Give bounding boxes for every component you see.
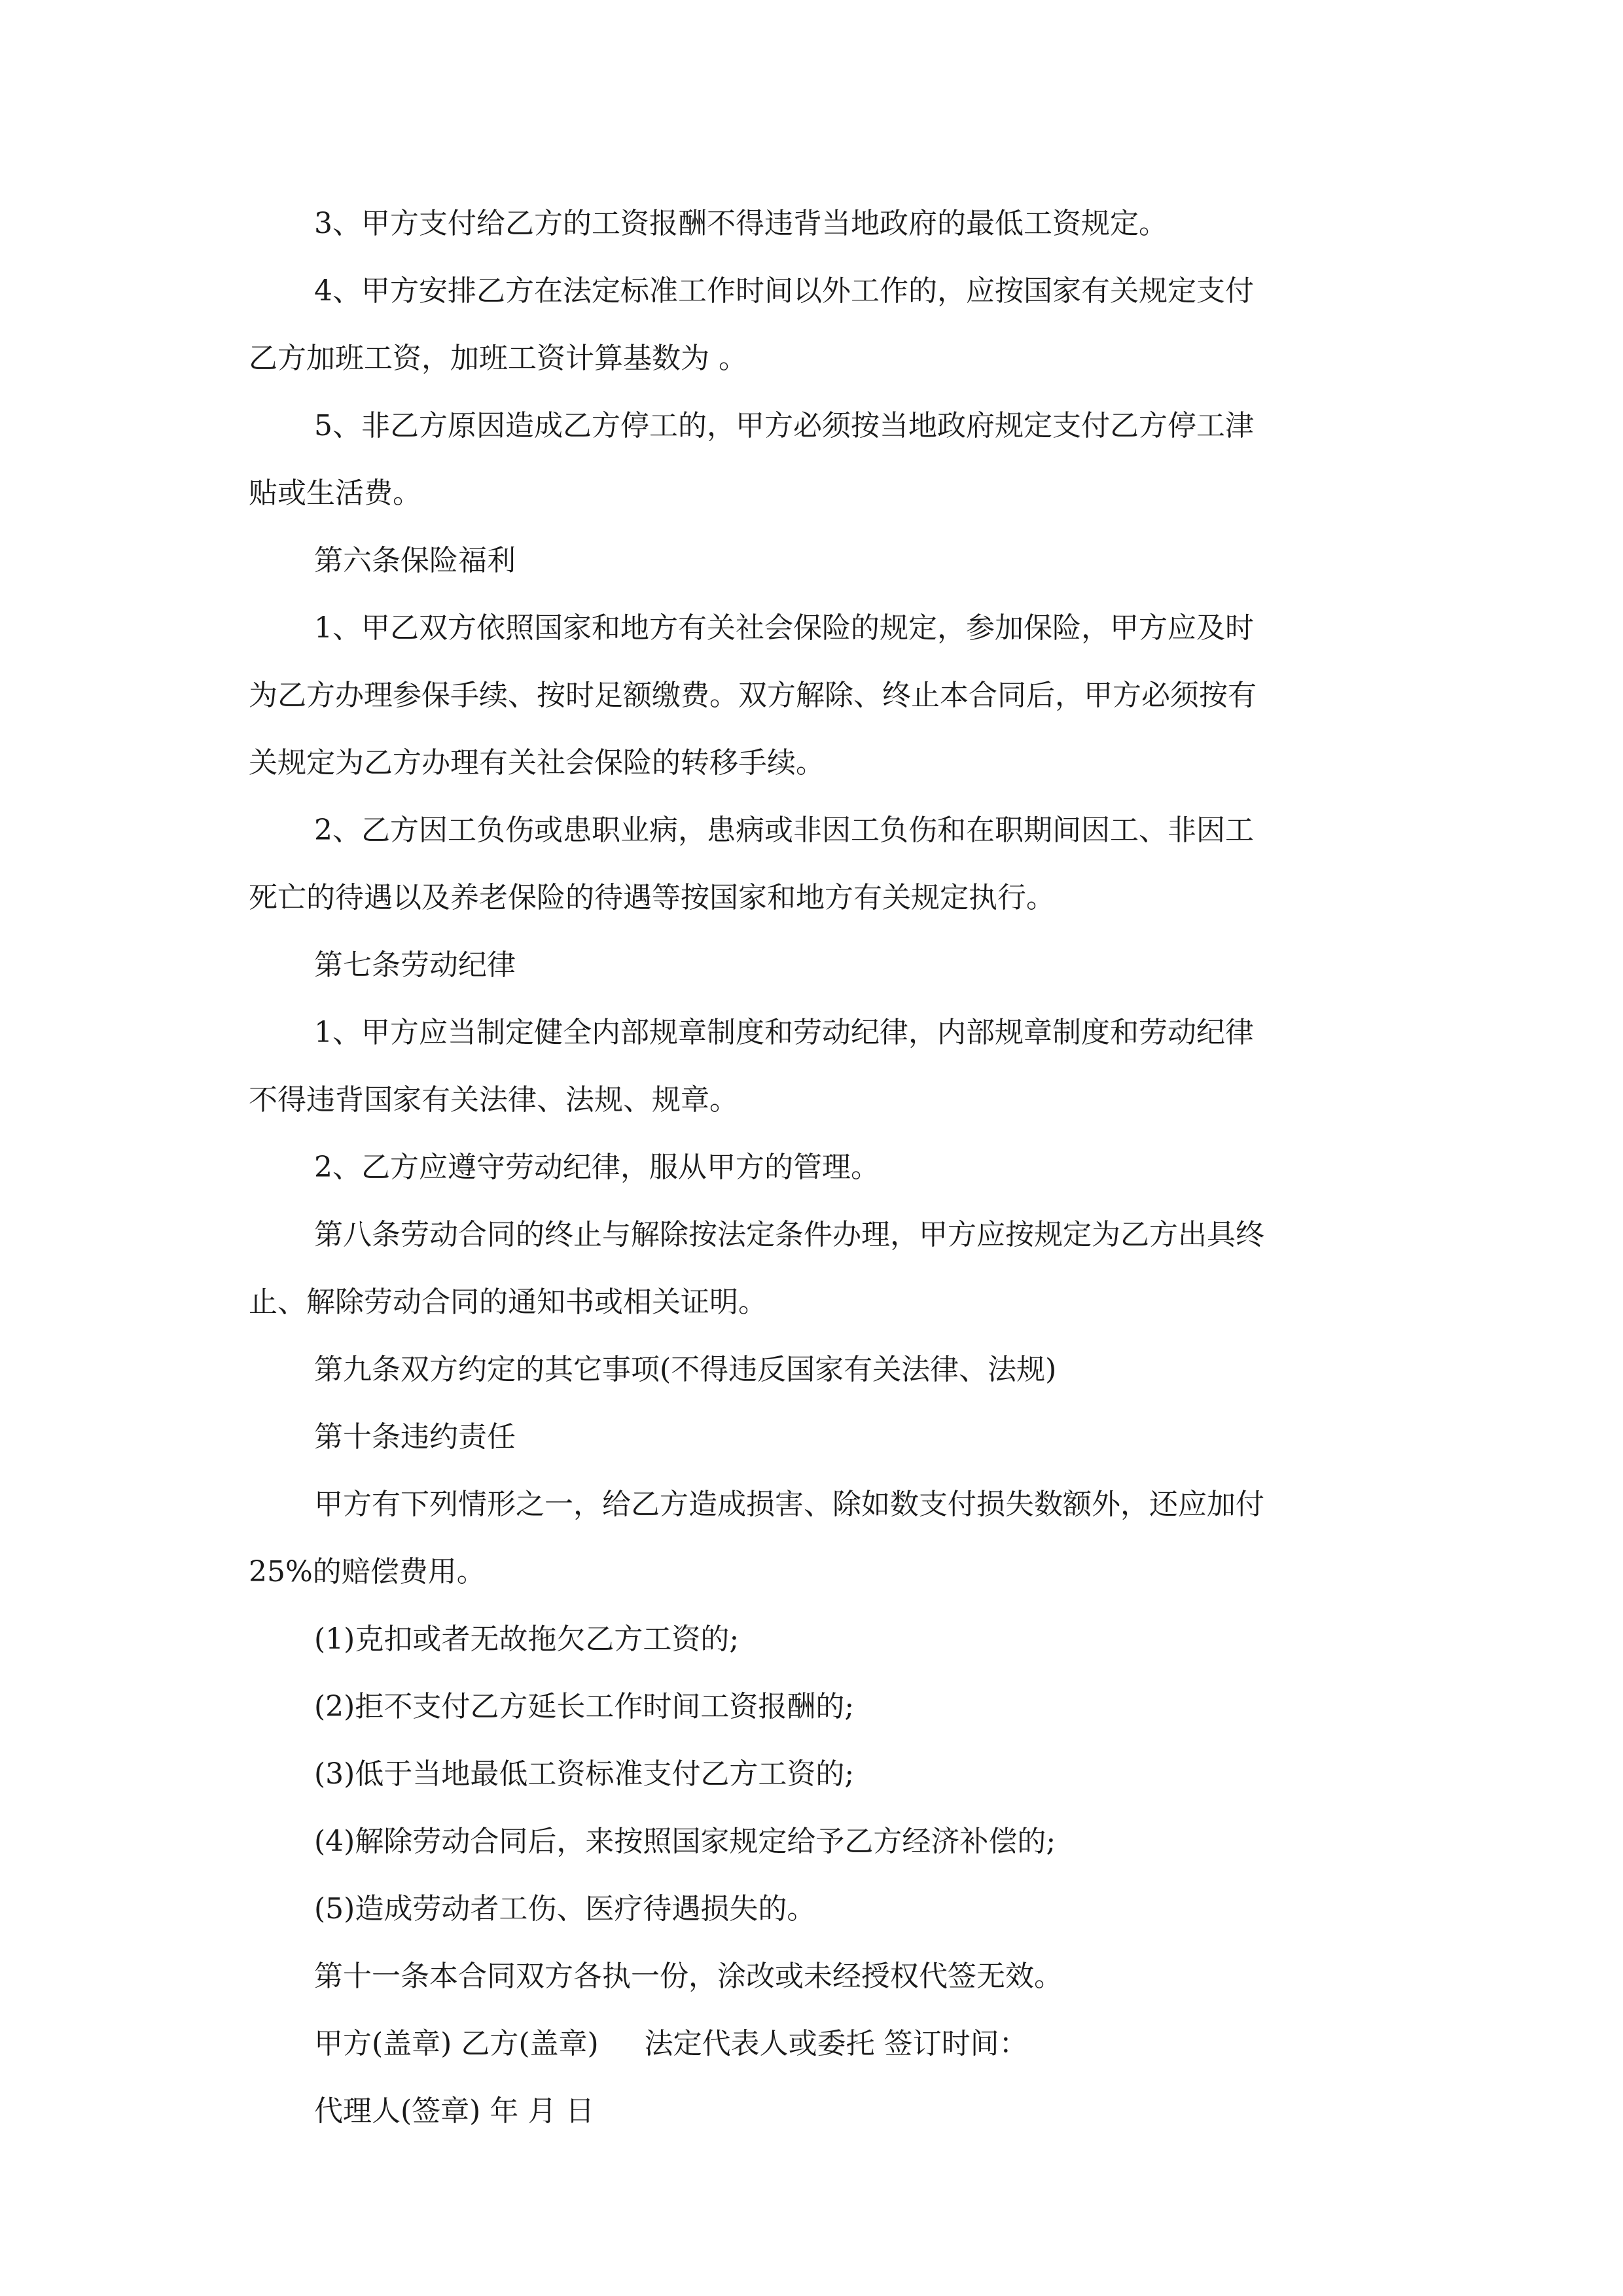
text-line: 第八条劳动合同的终止与解除按法定条件办理，甲方应按规定为乙方出具终 [314, 1218, 1264, 1251]
text-line: (5)造成劳动者工伤、医疗待遇损失的。 [314, 1892, 816, 1926]
text-line: 死亡的待遇以及养老保险的待遇等按国家和地方有关规定执行。 [249, 881, 1055, 914]
text-line: 1、甲乙双方依照国家和地方有关社会保险的规定，参加保险，甲方应及时 [314, 611, 1254, 645]
text-line: 止、解除劳动合同的通知书或相关证明。 [249, 1285, 767, 1319]
text-line: (2)拒不支付乙方延长工作时间工资报酬的; [314, 1690, 855, 1723]
text-line: 4、甲方安排乙方在法定标准工作时间以外工作的，应按国家有关规定支付 [314, 274, 1254, 308]
text-line: 第六条保险福利 [314, 544, 516, 577]
text-line: (4)解除劳动合同后，来按照国家规定给予乙方经济补偿的; [314, 1825, 1056, 1858]
text-line: 2、乙方因工负伤或患职业病，患病或非因工负伤和在职期间因工、非因工 [314, 814, 1254, 847]
text-line: 关规定为乙方办理有关社会保险的转移手续。 [249, 746, 825, 780]
text-line: 第七条劳动纪律 [314, 948, 516, 982]
text-line: 贴或生活费。 [249, 476, 421, 510]
text-line: 第十条违约责任 [314, 1420, 516, 1454]
text-line: 5、非乙方原因造成乙方停工的，甲方必须按当地政府规定支付乙方停工津 [314, 409, 1254, 442]
text-line: 甲方(盖章) 乙方(盖章) 法定代表人或委托 签订时间： [314, 2027, 1028, 2060]
text-line: 乙方加班工资，加班工资计算基数为 。 [249, 342, 747, 375]
text-line: 1、甲方应当制定健全内部规章制度和劳动纪律，内部规章制度和劳动纪律 [314, 1016, 1254, 1049]
text-line: 甲方有下列情形之一，给乙方造成损害、除如数支付损失数额外，还应加付 [314, 1488, 1264, 1521]
text-line: 第九条双方约定的其它事项(不得违反国家有关法律、法规) [314, 1353, 1057, 1386]
text-line: 为乙方办理参保手续、按时足额缴费。双方解除、终止本合同后，甲方必须按有 [249, 679, 1257, 712]
text-line: 2、乙方应遵守劳动纪律，服从甲方的管理。 [314, 1151, 880, 1184]
text-line: 代理人(签章) 年 月 日 [314, 2094, 595, 2128]
text-line: 25%的赔偿费用。 [249, 1555, 486, 1588]
text-line: (3)低于当地最低工资标准支付乙方工资的; [314, 1757, 855, 1791]
text-line: 3、甲方支付给乙方的工资报酬不得违背当地政府的最低工资规定。 [314, 207, 1168, 240]
text-line: (1)克扣或者无故拖欠乙方工资的; [314, 1623, 740, 1656]
text-line: 第十一条本合同双方各执一份，涂改或未经授权代签无效。 [314, 1960, 1063, 1993]
text-line: 不得违背国家有关法律、法规、规章。 [249, 1083, 738, 1117]
contract-text-body [249, 190, 1381, 2145]
